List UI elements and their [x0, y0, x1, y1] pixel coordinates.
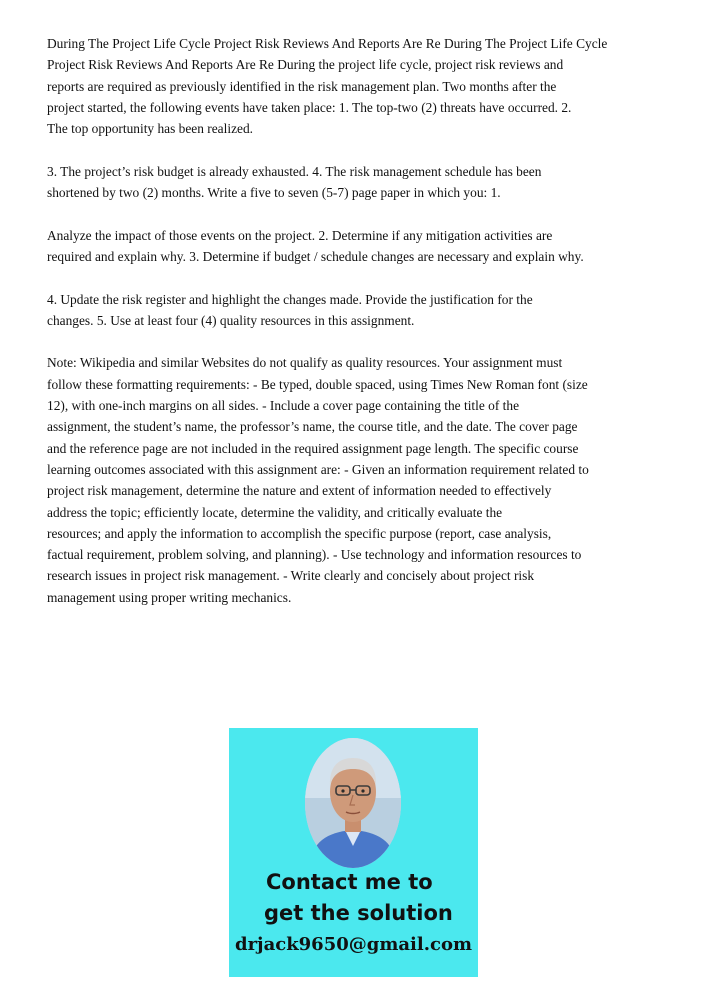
promo-headline-line2: get the solution — [264, 901, 453, 925]
text-line: 3. The project’s risk budget is already exhausted. 4. The risk management schedule has been — [47, 163, 542, 179]
paragraph — [47, 161, 687, 204]
text-line: address the topic; efficiently locate, determine the validity, and critically evaluate the — [47, 504, 503, 520]
promo-headline-line1: Contact me to — [266, 870, 433, 894]
text-line: project started, the following events have taken place: 1. The top-two (2) threats have occurred. 2. — [47, 99, 572, 115]
text-line: required and explain why. 3. Determine if budget / schedule changes are necessary and explain why. — [47, 248, 584, 264]
author-portrait — [305, 738, 401, 868]
text-line: During The Project Life Cycle Project Risk Reviews And Reports Are Re During The Project Life Cycle — [47, 36, 608, 51]
text-line: shortened by two (2) months. Write a five to seven (5-7) page paper in which you: 1. — [47, 185, 501, 201]
text-line: The top opportunity has been realized. — [47, 121, 253, 137]
text-line: learning outcomes associated with this assignment are: - Given an information requirement related to — [47, 461, 589, 477]
text-line: reports are required as previously identified in the risk management plan. Two months after the — [47, 78, 557, 94]
text-line: follow these formatting requirements: - Be typed, double spaced, using Times New Roman font (size — [47, 376, 588, 392]
text-line: management using proper writing mechanics. — [47, 589, 292, 605]
text-line: Project Risk Reviews And Reports Are Re During the project life cycle, project risk reviews and — [47, 57, 564, 73]
document-body — [47, 33, 687, 629]
text-line: Note: Wikipedia and similar Websites do not qualify as quality resources. Your assignment must — [47, 355, 563, 371]
text-line: factual requirement, problem solving, and planning). - Use technology and information resources to — [47, 547, 582, 563]
paragraph — [47, 33, 687, 139]
paragraph — [47, 225, 687, 268]
text-line: changes. 5. Use at least four (4) quality resources in this assignment. — [47, 312, 415, 328]
text-line: 12), with one-inch margins on all sides. - Include a cover page containing the title of the — [47, 398, 520, 414]
paragraph — [47, 352, 687, 608]
text-line: research issues in project risk management. - Write clearly and concisely about project risk — [47, 568, 535, 584]
text-line: assignment, the student’s name, the professor’s name, the course title, and the date. The cover page — [47, 419, 578, 435]
text-line: resources; and apply the information to accomplish the specific purpose (report, case analysis, — [47, 525, 552, 541]
text-line: Analyze the impact of those events on the project. 2. Determine if any mitigation activities are — [47, 227, 553, 243]
text-line: project risk management, determine the nature and extent of information needed to effectively — [47, 483, 552, 499]
text-line: 4. Update the risk register and highlight the changes made. Provide the justification for the — [47, 291, 533, 307]
contact-promo-banner[interactable] — [229, 728, 478, 977]
text-line: and the reference page are not included in the required assignment page length. The specific course — [47, 440, 579, 456]
paragraph — [47, 289, 687, 332]
contact-email[interactable]: drjack9650@gmail.com — [234, 934, 473, 955]
